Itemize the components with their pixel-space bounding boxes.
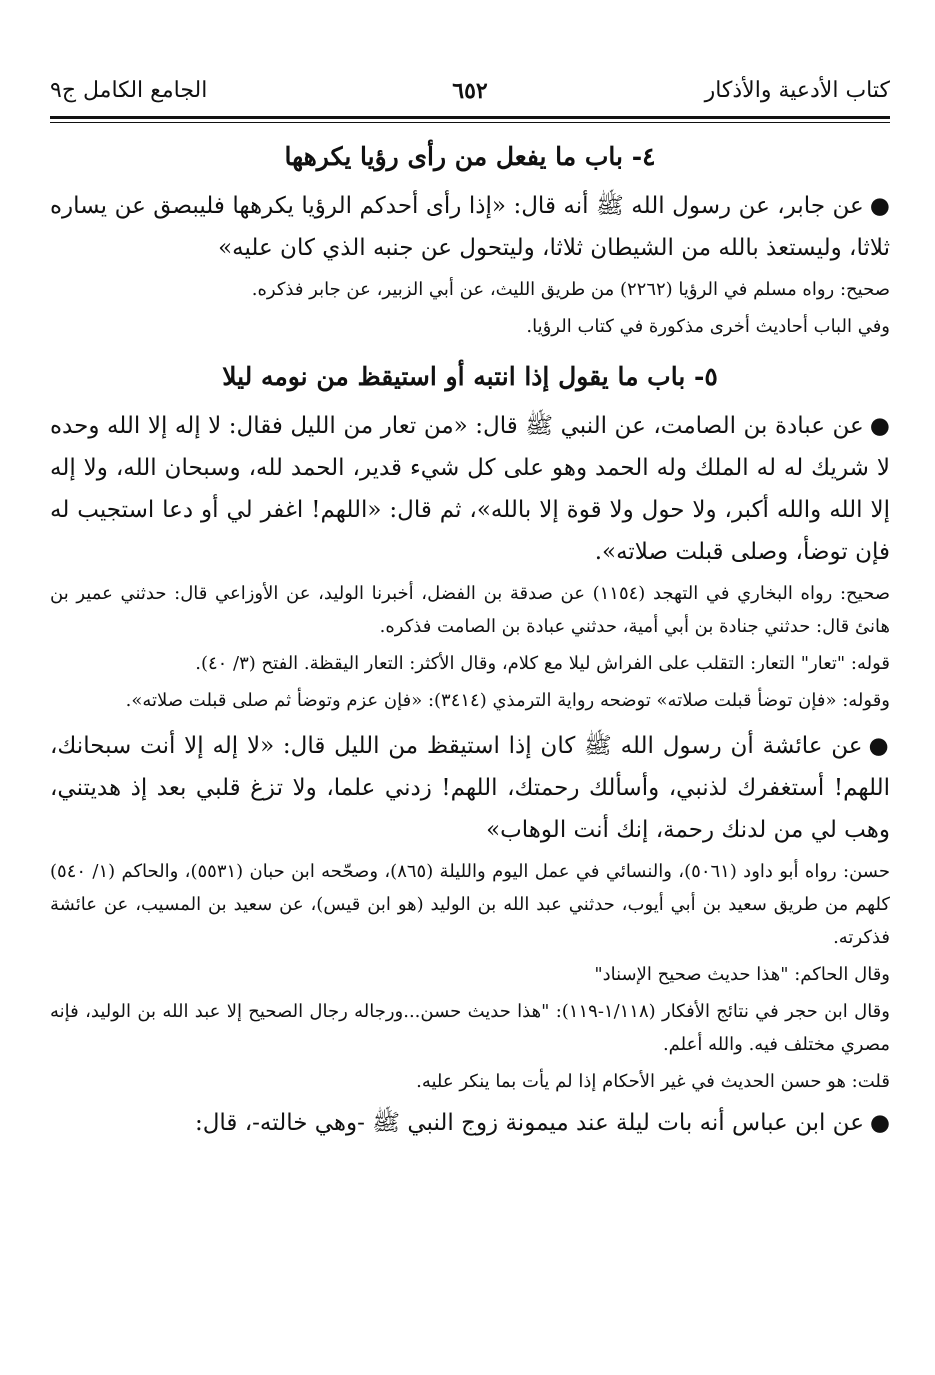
book-title: كتاب الأدعية والأذكار — [704, 78, 890, 103]
page-header — [50, 72, 890, 110]
hadith-text: عن ابن عباس أنه بات ليلة عند ميمونة زوج النبي ﷺ -وهي خالته-، قال: — [194, 1110, 864, 1136]
takhrij-note: وقوله: «فإن توضأ قبلت صلاته» توضحه رواية الترمذي (٣٤١٤): «فإن عزم وتوضأ ثم صلى قبلت صلاته». — [125, 690, 890, 711]
takhrij-note: صحيح: رواه البخاري في التهجد (١١٥٤) عن صدقة بن الفضل، أخبرنا الوليد، عن الأوزاعي قال: حدثني عمير بن هانئ قال: حدثني جنادة بن أبي أمية، حدثني عبادة بن الصامت فذكره. — [50, 583, 890, 637]
hadith-text: عن جابر، عن رسول الله ﷺ أنه قال: «إذا رأى أحدكم الرؤيا يكرهها فليبصق عن يساره ثلاثا، وليستعذ بالله من الشيطان ثلاثا، وليتحول عن جنبه الذي كان عليه» — [50, 193, 890, 261]
hadith-text: عن عبادة بن الصامت، عن النبي ﷺ قال: «من تعار من الليل فقال: لا إله إلا الله وحده لا شريك له له الملك وله الحمد وهو على كل شيء قدير، الحمد لله، وسبحان الله، ولا إله إلا الله والله أكبر، ولا حول ولا قوة إلا بالله»، ثم قال: «اللهم! اغفر لي أو دعا استجيب له فإن توضأ، وصلى قبلت صلاته». — [50, 413, 890, 565]
bullet-icon: ● — [868, 733, 890, 759]
volume-label: الجامع الكامل ج٩ — [50, 78, 208, 103]
chapter-5-title: ٥- باب ما يقول إذا انتبه أو استيقظ من نومه ليلا — [222, 362, 718, 391]
takhrij-note: حسن: رواه أبو داود (٥٠٦١)، والنسائي في عمل اليوم والليلة (٨٦٥)، وصحّحه ابن حبان (٥٥٣١)، والحاكم (١/ ٥٤٠) كلهم من طريق سعيد بن أبي أيوب، حدثني عبد الله بن الوليد (هو ابن قيس)، عن سعيد بن المسيب، عن عائشة فذكرته. — [50, 861, 890, 948]
header-rule-thick — [50, 116, 890, 119]
takhrij-note: قوله: "تعار" التعار: التقلب على الفراش ليلا مع كلام، وقال الأكثر: التعار اليقظة. الفتح (٣/ ٤٠). — [195, 653, 890, 674]
hadith-jabir — [50, 185, 890, 269]
bullet-icon: ● — [869, 1110, 890, 1136]
takhrij-note: وقال ابن حجر في نتائج الأفكار (١/١١٨-١١٩): "هذا حديث حسن...ورجاله رجال الصحيح إلا عبد الله بن الوليد، فإنه مصري مختلف فيه. والله أعلم. — [50, 1001, 890, 1055]
hadith-ibn-abbas — [50, 1102, 890, 1144]
hadith-text: عن عائشة أن رسول الله ﷺ كان إذا استيقظ من الليل قال: «لا إله إلا أنت سبحانك، اللهم! أستغفرك لذنبي، وأسألك رحمتك، اللهم! زدني علما، ولا تزغ قلبي بعد إذ هديتني، وهب لي من لدنك رحمة، إنك أنت الوهاب» — [50, 733, 890, 843]
takhrij-note: وقال الحاكم: "هذا حديث صحيح الإسناد" — [594, 964, 890, 985]
document-page — [50, 72, 890, 1144]
bullet-icon: ● — [869, 193, 890, 219]
chapter-4-title: ٤- باب ما يفعل من رأى رؤيا يكرهها — [284, 142, 656, 171]
bullet-icon: ● — [869, 413, 890, 439]
header-rule-thin — [50, 122, 890, 123]
takhrij-note: وفي الباب أحاديث أخرى مذكورة في كتاب الرؤيا. — [526, 316, 890, 337]
page-number: ٦٥٢ — [452, 78, 488, 104]
hadith-ubada — [50, 405, 890, 573]
takhrij-note: صحيح: رواه مسلم في الرؤيا (٢٢٦٢) من طريق الليث، عن أبي الزبير، عن جابر فذكره. — [251, 279, 890, 300]
hadith-aisha — [50, 725, 890, 851]
takhrij-note: قلت: هو حسن الحديث في غير الأحكام إذا لم يأت بما ينكر عليه. — [416, 1071, 890, 1092]
